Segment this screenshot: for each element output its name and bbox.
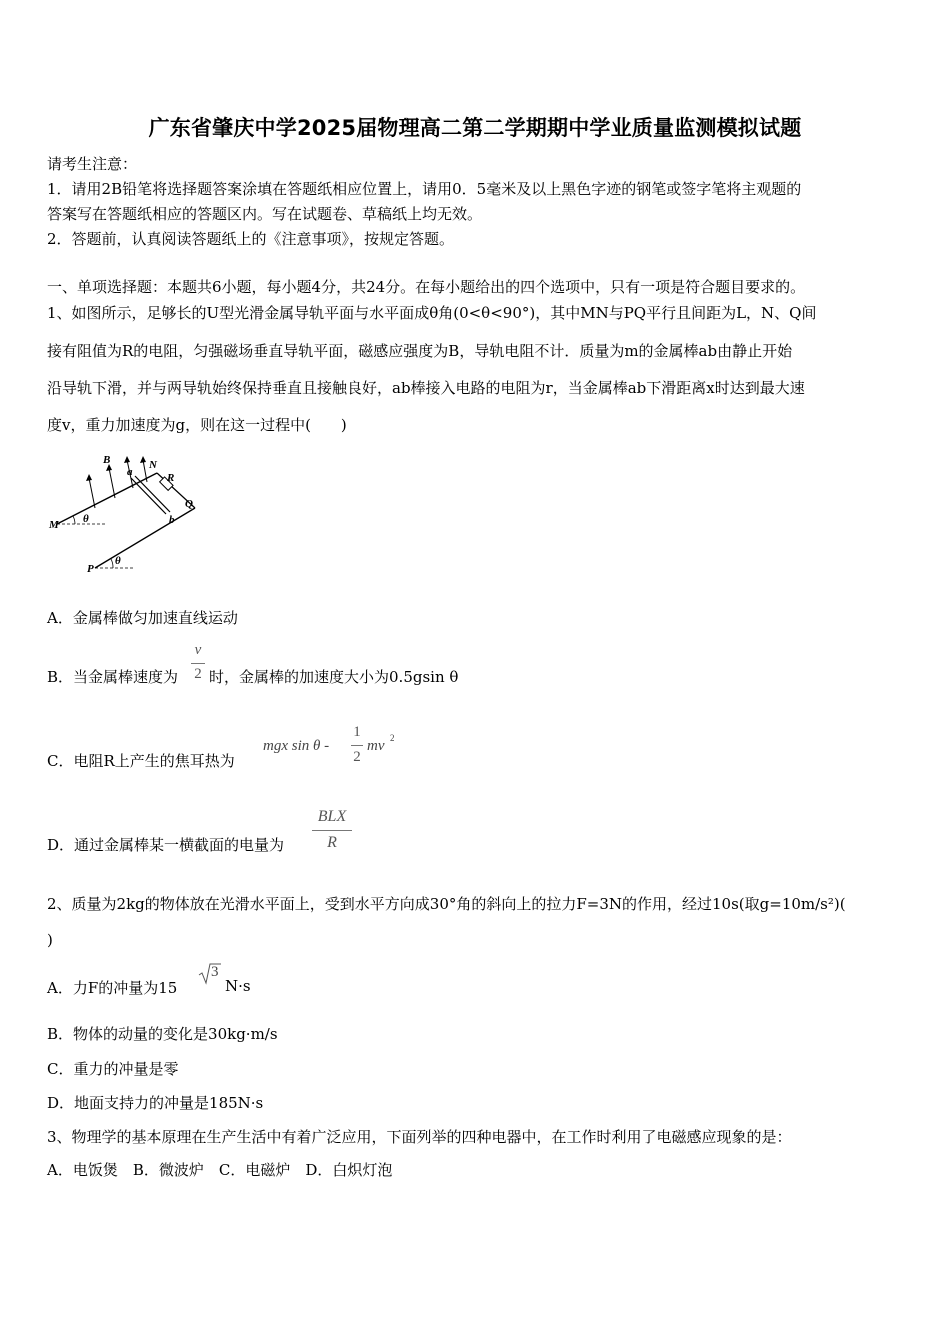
- section-1-heading: 一、单项选择题：本题共6小题，每小题4分，共24分。在每小题给出的四个选项中，只有一项是符合题目要求的。: [47, 278, 806, 296]
- label-b: b: [169, 514, 175, 526]
- q1-option-c-fraction-denominator: 2: [353, 749, 361, 765]
- q1-option-d-prefix: D．通过金属棒某一横截面的电量为: [47, 836, 285, 854]
- q1-option-c-expression: mgx sin θ -: [263, 738, 330, 754]
- q2-option-a-root-value: 3: [211, 964, 219, 980]
- q2-option-d: D．地面支持力的冲量是185N·s: [47, 1094, 264, 1112]
- q1-option-c-fraction-numerator: 1: [353, 724, 361, 740]
- q1-option-b-fraction-bar: [191, 663, 205, 664]
- label-theta-2: θ: [115, 555, 121, 567]
- q1-option-c-fraction-bar: [351, 745, 363, 746]
- q1-option-d-fraction-denominator: R: [327, 834, 337, 851]
- q2-text-line-2: ): [47, 931, 53, 949]
- q3-options: A．电饭煲 B．微波炉 C．电磁炉 D．白炽灯泡: [47, 1161, 393, 1179]
- q1-option-c-prefix: C．电阻R上产生的焦耳热为: [47, 752, 235, 770]
- page-title: 广东省肇庆中学2025届物理高二第二学期期中学业质量监测模拟试题: [148, 116, 802, 140]
- q1-option-d-fraction-numerator: BLX: [317, 808, 347, 825]
- q1-option-b-fraction-numerator: v: [194, 642, 202, 658]
- notice-item-2: 2．答题前，认真阅读答题纸上的《注意事项》，按规定答题。: [47, 230, 455, 248]
- label-R: R: [167, 472, 175, 484]
- q1-text-line-4: 度v，重力加速度为g，则在这一过程中( ): [47, 416, 347, 434]
- label-Q: Q: [185, 498, 193, 510]
- q2-option-a-prefix: A．力F的冲量为15: [47, 979, 178, 997]
- q2-option-c: C．重力的冲量是零: [47, 1060, 179, 1078]
- label-M: M: [49, 519, 59, 531]
- q3-text-line-1: 3、物理学的基本原理在生产生活中有着广泛应用，下面列举的四种电器中，在工作时利用了电磁感应现象的是：: [47, 1128, 792, 1146]
- q1-option-b-suffix: 时，金属棒的加速度大小为0.5gsin θ: [209, 668, 459, 686]
- label-P: P: [87, 563, 94, 575]
- label-theta-1: θ: [83, 513, 89, 525]
- q2-option-b: B．物体的动量的变化是30kg·m/s: [47, 1025, 278, 1043]
- q1-inclined-rail-diagram: [45, 448, 205, 583]
- q1-option-c-superscript: 2: [390, 733, 395, 743]
- label-B: B: [103, 454, 111, 466]
- q1-option-d-fraction-bar: [312, 830, 352, 831]
- notice-item-1-line-2: 答案写在答题纸相应的答题区内。写在试题卷、草稿纸上均无效。: [47, 205, 483, 223]
- q1-option-b-fraction-denominator: 2: [194, 666, 202, 682]
- q1-text-line-3: 沿导轨下滑，并与两导轨始终保持垂直且接触良好，ab棒接入电路的电阻为r，当金属棒ab下滑距离x时达到最大速: [47, 379, 805, 397]
- q1-option-a: A．金属棒做匀加速直线运动: [47, 609, 238, 627]
- q1-text-line-1: 1、如图所示，足够长的U型光滑金属导轨平面与水平面成θ角(0<θ<90°)，其中MN与PQ平行且间距为L，N、Q间: [47, 304, 817, 322]
- q2-option-a-unit: N·s: [225, 977, 251, 995]
- label-a: a: [127, 466, 133, 478]
- notice-heading: 请考生注意：: [47, 155, 138, 173]
- label-N: N: [149, 459, 157, 471]
- q1-option-c-mv: mv: [367, 738, 385, 754]
- q1-option-b-prefix: B．当金属棒速度为: [47, 668, 179, 686]
- notice-item-1-line-1: 1．请用2B铅笔将选择题答案涂填在答题纸相应位置上，请用0．5毫米及以上黑色字迹的钢笔或签字笔将主观题的: [47, 180, 802, 198]
- q2-text-line-1: 2、质量为2kg的物体放在光滑水平面上，受到水平方向成30°角的斜向上的拉力F=3N的作用，经过10s(取g=10m/s²)(: [47, 895, 846, 913]
- q1-text-line-2: 接有阻值为R的电阻，匀强磁场垂直导轨平面，磁感应强度为B，导轨电阻不计．质量为m的金属棒ab由静止开始: [47, 342, 793, 360]
